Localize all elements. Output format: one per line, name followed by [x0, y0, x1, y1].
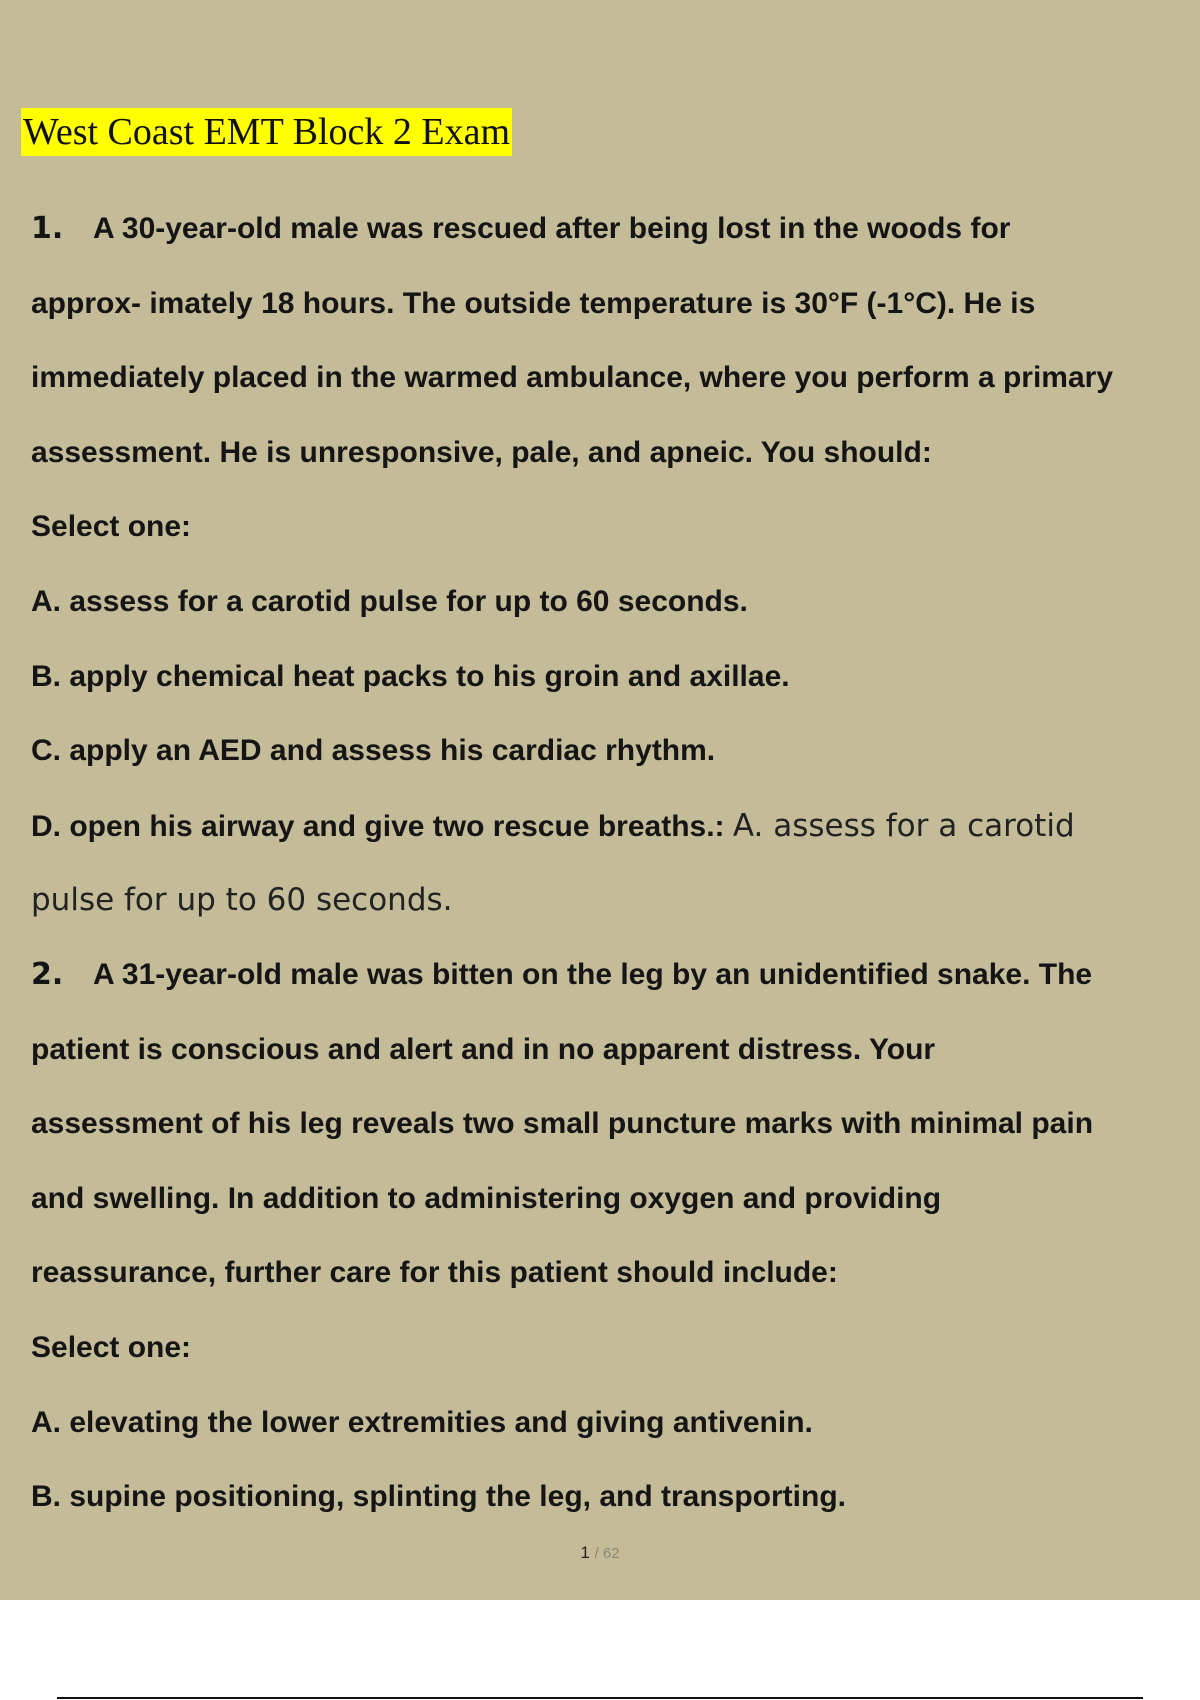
question-1-option-b: B. apply chemical heat packs to his groin and axillae.: [31, 659, 790, 693]
question-2-option-b: B. supine positioning, splinting the leg, and transporting.: [31, 1480, 846, 1514]
question-1-text: A 30-year-old male was rescued after being lost in the woods for: [93, 212, 1011, 245]
question-1-option-d: D. open his airway and give two rescue breaths.:: [31, 809, 725, 843]
page-total: / 62: [594, 1545, 620, 1562]
question-1-answer-continued: pulse for up to 60 seconds.: [31, 882, 453, 919]
question-2-prompt: Select one:: [31, 1330, 192, 1364]
question-1-line-3: immediately placed in the warmed ambulance, where you perform a primary: [31, 361, 1114, 395]
question-1-option-d-row: [31, 789, 1196, 864]
page-number: [0, 1543, 1200, 1563]
question-2-text: A 31-year-old male was bitten on the leg by an unidentified snake. The: [93, 957, 1093, 991]
question-1-line-2: approx- imately 18 hours. The outside temperature is 30°F (-1°C). He is: [31, 286, 1036, 320]
question-1-line-1: [31, 192, 1196, 267]
page-divider-line: [57, 1697, 1143, 1699]
question-2-line-2: patient is conscious and alert and in no apparent distress. Your: [31, 1032, 936, 1066]
question-1-number: 1.: [31, 211, 64, 246]
question-2-line-4: and swelling. In addition to administering oxygen and providing: [31, 1181, 942, 1215]
question-2-line-3: assessment of his leg reveals two small puncture marks with minimal pain: [31, 1107, 1094, 1141]
question-1-option-a: A. assess for a carotid pulse for up to 60 seconds.: [31, 584, 748, 618]
question-2-line-5: reassurance, further care for this patient should include:: [31, 1256, 838, 1290]
question-2-line-1: [31, 938, 1196, 1013]
question-2-number: 2.: [31, 956, 64, 992]
question-1-option-c: C. apply an AED and assess his cardiac rhythm.: [31, 734, 716, 768]
question-2-option-a: A. elevating the lower extremities and giving antivenin.: [31, 1405, 813, 1439]
question-list: [31, 192, 1196, 1535]
question-1-prompt: Select one:: [31, 510, 192, 544]
document-title: West Coast EMT Block 2 Exam: [21, 108, 512, 156]
question-1-line-4: assessment. He is unresponsive, pale, and apneic. You should:: [31, 435, 932, 469]
page-current: 1: [580, 1543, 590, 1562]
question-1-answer: A. assess for a carotid: [732, 807, 1075, 844]
